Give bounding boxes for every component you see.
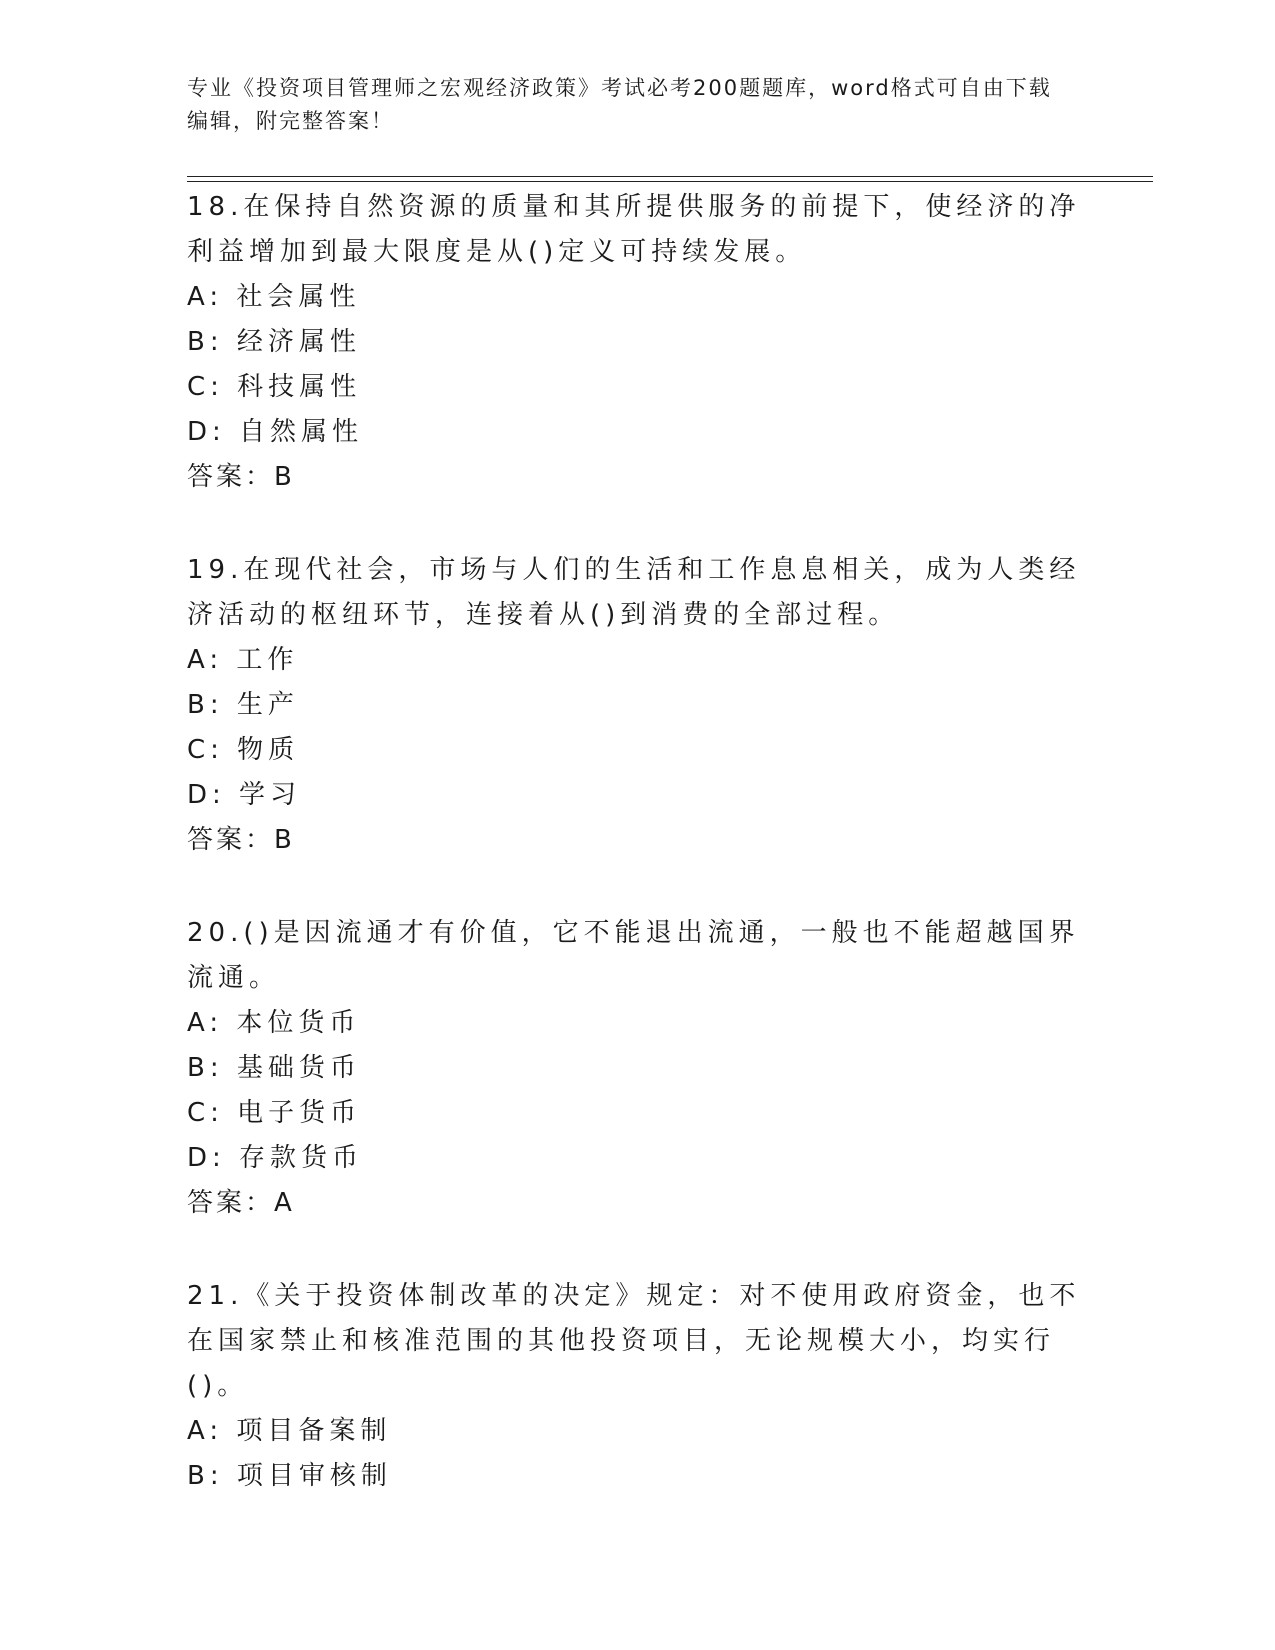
answer: 答案：A <box>187 1188 295 1218</box>
answer: 答案：B <box>187 825 295 855</box>
option-b: B: 生产 <box>187 690 299 720</box>
option-a: A: 项目备案制 <box>187 1416 392 1446</box>
question-text: 18.在保持自然资源的质量和其所提供服务的前提下，使经济的净利益增加到最大限度是从()定义可持续发展。 <box>187 192 1081 267</box>
option-b: B: 基础货币 <box>187 1053 361 1083</box>
option-d: D: 自然属性 <box>187 417 364 447</box>
question-text: 19.在现代社会，市场与人们的生活和工作息息相关，成为人类经济活动的枢纽环节，连接着从()到消费的全部过程。 <box>187 555 1081 630</box>
option-b: B: 项目审核制 <box>187 1461 392 1491</box>
option-c: C: 科技属性 <box>187 372 362 402</box>
question-19 <box>187 548 1087 863</box>
document-header: 专业《投资项目管理师之宏观经济政策》考试必考200题题库，word格式可自由下载编辑，附完整答案！ <box>187 76 1052 133</box>
option-d: D: 存款货币 <box>187 1143 364 1173</box>
option-d: D: 学习 <box>187 780 302 810</box>
option-b: B: 经济属性 <box>187 327 361 357</box>
option-a: A: 工作 <box>187 645 299 675</box>
question-18 <box>187 185 1087 500</box>
option-c: C: 物质 <box>187 735 300 765</box>
question-20 <box>187 911 1087 1226</box>
question-text: 20.()是因流通才有价值，它不能退出流通，一般也不能超越国界流通。 <box>187 918 1080 993</box>
header-divider-bottom <box>187 181 1153 182</box>
question-21 <box>187 1274 1087 1499</box>
option-a: A: 本位货币 <box>187 1008 361 1038</box>
option-a: A: 社会属性 <box>187 282 361 312</box>
question-text: 21.《关于投资体制改革的决定》规定：对不使用政府资金，也不在国家禁止和核准范围的其他投资项目，无论规模大小，均实行()。 <box>187 1281 1081 1401</box>
answer: 答案：B <box>187 462 295 492</box>
option-c: C: 电子货币 <box>187 1098 362 1128</box>
header-divider-top <box>187 176 1153 177</box>
